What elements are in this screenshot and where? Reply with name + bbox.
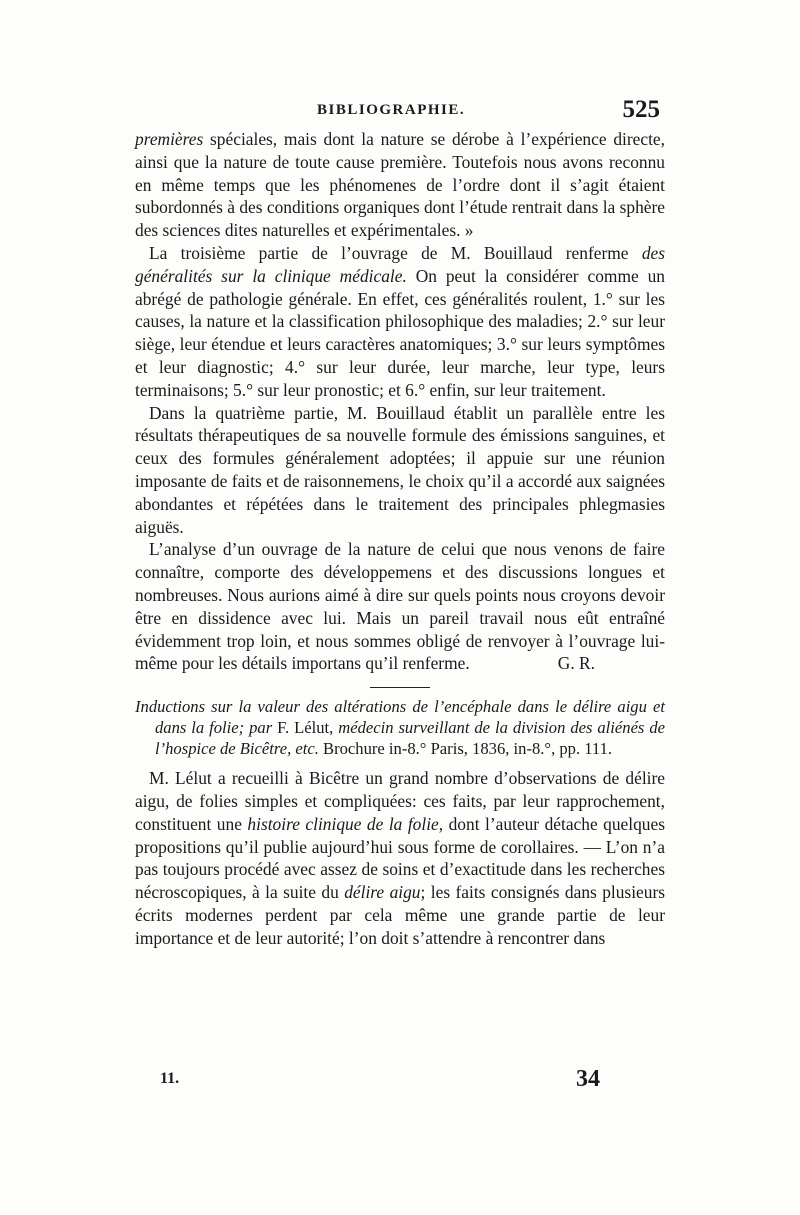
paragraph-third-part — [135, 242, 665, 402]
review-signature: G. R. — [557, 653, 595, 674]
paragraph-text: On peut la considérer comme un abrégé de pathologie générale. En effet, ces généralités roulent, 1.° sur les causes, la nature et la classification philosophique des maladies; 2.° sur leur siège, leur étendue et leurs caractères anatomiques; 3.° sur leurs symptômes et leur diagnostic; 4.° sur leur durée, leur marche, leur type, leurs terminaisons; 5.° sur leur pronostic; et 6.° enfin, sur leur traitement. — [135, 265, 665, 400]
paragraph-analysis: L’analyse d’un ouvrage de la nature de celui que nous venons de faire connaître, comporte des développemens et des discussions longues et nombreuses. Nous aurions aimé à dire sur quels points nous croyons devoir être en dissidence avec lui. Mais un pareil travail nous eût entraîné évidemment trop loin, et nous sommes obligé de renvoyer à l’ouvrage lui-même pour les détails importans qu’il renferme. — [135, 539, 665, 674]
bibliographic-entry — [135, 696, 665, 759]
volume-number: 11. — [160, 1070, 180, 1087]
paragraph-text: spéciales, mais dont la nature se dérobe à l’expérience directe, ainsi que la nature de toute cause première. Toutefois nous avons reconnu en même temps que les phénomenes de l’ordre dont il s’agit étaient subordonnés à des conditions organiques dont l’étude rentrait dans la sphère des sciences dites naturelles et expérimentales. » — [135, 129, 665, 241]
italic-word: premières — [135, 129, 204, 149]
paragraph-text: M. Lélut a recueilli à Bicêtre un grand nombre d’observations de délire aigu, de folies simples et compliquées: ces faits, par leur rapprochement, constituent une — [135, 768, 665, 834]
section-divider — [370, 687, 430, 688]
paragraph-lelut-review — [135, 767, 665, 949]
text-block — [135, 128, 665, 950]
paragraph-text: dont l’auteur détache quelques propositions qu’il publie aujourd’hui sous forme de corollaires. — L’on n’a pas toujours procédé avec assez de soins et d’exactitude dans les recherches nécroscopiques, à la suite du — [135, 813, 665, 903]
entry-publication-details: Brochure in-8.° Paris, 1836, in-8.°, pp. 111. — [323, 739, 613, 759]
signature-mark: 34 — [576, 1066, 600, 1092]
italic-phrase: histoire clinique de la folie, — [247, 813, 444, 834]
page-footer — [160, 1066, 600, 1100]
entry-title: Inductions sur la valeur des altérations de l’encéphale dans le délire aigu et dans la folie; par — [135, 697, 665, 738]
paragraph-fourth-part: Dans la quatrième partie, M. Bouillaud établit un parallèle entre les résultats thérapeutiques de sa nouvelle formule des émissions sanguines, et ceux des formules généralement adoptées; il appuie sur une réunion imposante de faits et de raisonnemens, le choix qu’il a accordé aux saignées abondantes et répétées dans le traitement des principales phlegmasies aiguës. — [135, 402, 665, 537]
entry-author-role: médecin surveillant de la division des aliénés de l’hospice de Bicêtre, etc. — [155, 718, 665, 759]
running-title: BIBLIOGRAPHIE. — [317, 102, 466, 118]
entry-author: F. Lélut, — [277, 718, 334, 738]
page-number: 525 — [622, 96, 660, 123]
paragraph-text: La troisième partie de l’ouvrage de M. Bouillaud renferme — [149, 242, 642, 263]
page-header — [135, 96, 660, 124]
italic-phrase: des généralités sur la clinique médicale. — [135, 242, 665, 286]
paragraph-continuation — [135, 128, 665, 242]
paragraph-text: ; les faits consignés dans plusieurs écrits modernes perdent par cela même une grande partie de leur importance et de leur autorité; l’on doit s’attendre à rencontrer dans — [135, 882, 666, 948]
italic-phrase: délire aigu — [344, 882, 421, 903]
